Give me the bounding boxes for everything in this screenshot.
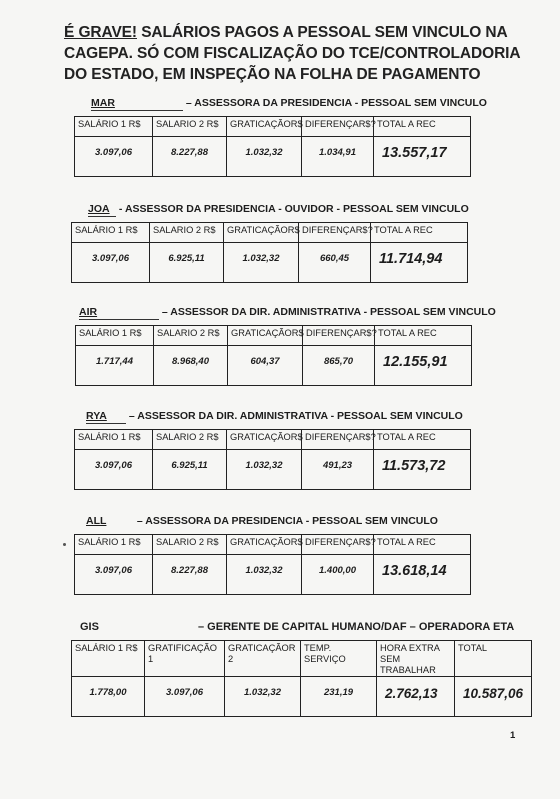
table-header-row <box>76 326 472 346</box>
header-cell: GRATIFICAÇÃO 1 <box>145 641 225 677</box>
header-cell: DIFERENÇAR$? <box>303 326 375 346</box>
value-cell: 8.227,88 <box>153 137 227 177</box>
header-cell: TOTAL A REC <box>374 430 471 450</box>
employee-role: - ASSESSOR DA PRESIDENCIA - OUVIDOR - PESSOAL SEM VINCULO <box>116 203 469 215</box>
employee-role: – ASSESSOR DA DIR. ADMINISTRATIVA - PESSOAL SEM VINCULO <box>159 306 496 318</box>
table-row <box>75 137 471 177</box>
table-row <box>75 450 471 490</box>
value-cell: 660,45 <box>299 243 371 283</box>
entry-title <box>71 620 532 634</box>
value-cell: 6.925,11 <box>150 243 224 283</box>
header-cell: TOTAL <box>455 641 532 677</box>
entry-title <box>74 514 471 528</box>
header-cell: SALÁRIO 1 R$ <box>76 326 154 346</box>
heading-text: SALÁRIOS PAGOS A PESSOAL SEM VINCULO NA CAGEPA. SÓ COM FISCALIZAÇÃO DO TCE/CONTROLADORIA DO ESTADO, EM INSPEÇÃO NA FOLHA DE PAGAMENTO <box>64 24 520 83</box>
value-cell: 3.097,06 <box>72 243 150 283</box>
value-cell: 604,37 <box>228 346 303 386</box>
document-heading <box>64 22 534 85</box>
employee-name: AIR <box>79 305 159 320</box>
header-cell: TEMP. SERVIÇO <box>301 641 377 677</box>
salary-entry <box>74 96 487 177</box>
value-cell: 3.097,06 <box>75 555 153 595</box>
salary-entry <box>75 305 496 386</box>
header-cell: SALARIO 2 R$ <box>153 535 227 555</box>
salary-table <box>75 325 472 386</box>
header-cell: TOTAL A REC <box>371 223 468 243</box>
value-cell: 1.034,91 <box>302 137 374 177</box>
table-header-row <box>72 223 468 243</box>
table-row <box>72 243 468 283</box>
total-cell: 13.618,14 <box>374 555 471 595</box>
employee-role: – ASSESSORA DA PRESIDENCIA - PESSOAL SEM VINCULO <box>183 97 487 109</box>
heading-highlight: É GRAVE! <box>64 24 137 41</box>
value-cell: 6.925,11 <box>153 450 227 490</box>
header-cell: DIFERENÇAR$? <box>302 117 374 137</box>
table-row <box>76 346 472 386</box>
header-cell: DIFERENÇAR$? <box>302 535 374 555</box>
value-cell: 1.032,32 <box>225 677 301 717</box>
salary-entry <box>74 514 471 595</box>
salary-entry <box>71 620 532 717</box>
header-cell: SALÁRIO 1 R$ <box>75 117 153 137</box>
employee-role: – ASSESSORA DA PRESIDENCIA - PESSOAL SEM VINCULO <box>134 515 438 527</box>
header-cell: DIFERENÇAR$? <box>299 223 371 243</box>
entry-title <box>75 305 496 319</box>
header-cell: SALÁRIO 1 R$ <box>75 535 153 555</box>
header-cell: SALARIO 2 R$ <box>153 117 227 137</box>
total-cell: 11.714,94 <box>371 243 468 283</box>
value-cell: 2.762,13 <box>377 677 455 717</box>
header-cell: SALARIO 2 R$ <box>150 223 224 243</box>
salary-table <box>74 116 471 177</box>
value-cell: 865,70 <box>303 346 375 386</box>
header-cell: TOTAL A REC <box>374 117 471 137</box>
employee-role: – ASSESSOR DA DIR. ADMINISTRATIVA - PESSOAL SEM VINCULO <box>126 410 463 422</box>
employee-name: GIS <box>80 621 99 633</box>
value-cell: 3.097,06 <box>75 450 153 490</box>
header-cell: GRATICAÇÃOR$ <box>227 117 302 137</box>
value-cell: 1.032,32 <box>227 137 302 177</box>
value-cell: 3.097,06 <box>75 137 153 177</box>
value-cell: 231,19 <box>301 677 377 717</box>
value-cell: 1.778,00 <box>72 677 145 717</box>
entry-title <box>74 409 471 423</box>
employee-name: MAR <box>91 96 183 111</box>
header-cell: GRATICAÇÃOR$ <box>224 223 299 243</box>
employee-role: – GERENTE DE CAPITAL HUMANO/DAF – OPERADORA ETA <box>198 621 515 633</box>
salary-entry <box>71 202 469 283</box>
salary-table <box>71 640 532 717</box>
value-cell: 1.717,44 <box>76 346 154 386</box>
value-cell: 1.032,32 <box>227 555 302 595</box>
salary-table <box>74 534 471 595</box>
header-cell: GRATICAÇÃOR 2 <box>225 641 301 677</box>
employee-name: RYA <box>86 409 126 424</box>
header-cell: DIFERENÇAR$? <box>302 430 374 450</box>
header-cell: GRATICAÇÃOR$ <box>227 535 302 555</box>
value-cell: 491,23 <box>302 450 374 490</box>
header-cell: HORA EXTRA SEM TRABALHAR <box>377 641 455 677</box>
header-cell: SALARIO 2 R$ <box>154 326 228 346</box>
employee-name: ALL <box>86 515 107 527</box>
header-cell: SALÁRIO 1 R$ <box>72 223 150 243</box>
header-cell: SALARIO 2 R$ <box>153 430 227 450</box>
salary-entry <box>74 409 471 490</box>
total-cell: 11.573,72 <box>374 450 471 490</box>
value-cell: 8.968,40 <box>154 346 228 386</box>
employee-name: JOA <box>88 202 116 217</box>
entry-title <box>71 202 469 216</box>
value-cell: 1.032,32 <box>227 450 302 490</box>
scan-speck <box>63 543 66 546</box>
entry-title <box>74 96 487 110</box>
total-cell: 13.557,17 <box>374 137 471 177</box>
header-cell: TOTAL A REC <box>375 326 472 346</box>
header-cell: GRATICAÇÃOR$ <box>227 430 302 450</box>
table-header-row <box>75 117 471 137</box>
table-header-row <box>75 430 471 450</box>
table-header-row <box>72 641 532 677</box>
header-cell: GRATICAÇÃOR$ <box>228 326 303 346</box>
value-cell: 3.097,06 <box>145 677 225 717</box>
header-cell: SALÁRIO 1 R$ <box>72 641 145 677</box>
header-cell: SALÁRIO 1 R$ <box>75 430 153 450</box>
table-row <box>75 555 471 595</box>
table-row <box>72 677 532 717</box>
total-cell: 10.587,06 <box>455 677 532 717</box>
salary-table <box>74 429 471 490</box>
value-cell: 8.227,88 <box>153 555 227 595</box>
page-number: 1 <box>510 730 516 741</box>
total-cell: 12.155,91 <box>375 346 472 386</box>
value-cell: 1.400,00 <box>302 555 374 595</box>
header-cell: TOTAL A REC <box>374 535 471 555</box>
value-cell: 1.032,32 <box>224 243 299 283</box>
salary-table <box>71 222 468 283</box>
table-header-row <box>75 535 471 555</box>
